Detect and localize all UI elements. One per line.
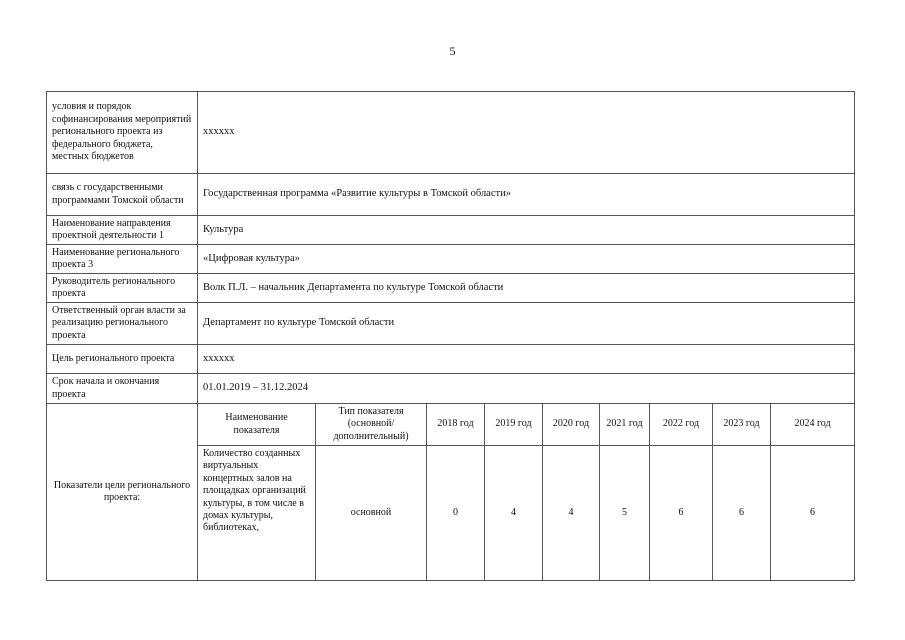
row-label: связь с государственными программами Томской области (47, 174, 198, 216)
row-label: условия и порядок софинансирования мероприятий регионального проекта из федерального бюджета, местных бюджетов (47, 92, 198, 174)
project-passport-table (46, 91, 855, 581)
row-label: Срок начала и окончания проекта (47, 374, 198, 404)
indicator-header-row (47, 404, 855, 446)
row-value: xxxxxx (198, 92, 855, 174)
row-value: 01.01.2019 – 31.12.2024 (198, 374, 855, 404)
indicator-type: основной (316, 446, 427, 581)
year-header: 2021 год (600, 404, 650, 446)
indicator-type-header: Тип показателя (основной/ дополнительный) (316, 404, 427, 446)
year-header: 2023 год (713, 404, 771, 446)
indicator-value: 4 (485, 446, 543, 581)
row-value: Департамент по культуре Томской области (198, 303, 855, 345)
table-row (47, 174, 855, 216)
year-header: 2019 год (485, 404, 543, 446)
table-row (47, 303, 855, 345)
row-label: Руководитель регионального проекта (47, 274, 198, 303)
indicator-value: 4 (543, 446, 600, 581)
indicator-value: 6 (650, 446, 713, 581)
table-row (47, 274, 855, 303)
row-value: Волк П.Л. – начальник Департамента по культуре Томской области (198, 274, 855, 303)
table-row (47, 92, 855, 174)
row-label: Цель регионального проекта (47, 345, 198, 374)
page-number: 5 (449, 44, 456, 58)
row-label: Наименование направления проектной деятельности 1 (47, 216, 198, 245)
indicators-label: Показатели цели регионального проекта: (47, 404, 198, 581)
row-value: Государственная программа «Развитие культуры в Томской области» (198, 174, 855, 216)
table-row (47, 216, 855, 245)
table-row (47, 374, 855, 404)
year-header: 2018 год (427, 404, 485, 446)
table-row (47, 345, 855, 374)
row-label: Ответственный орган власти за реализацию регионального проекта (47, 303, 198, 345)
indicator-value: 6 (771, 446, 855, 581)
year-header: 2022 год (650, 404, 713, 446)
indicator-name: Количество созданных виртуальных концертных залов на площадках организаций культуры, в том числе в домах культуры, библиотеках, (198, 446, 316, 581)
indicator-value: 6 (713, 446, 771, 581)
table-row (47, 245, 855, 274)
row-value: Культура (198, 216, 855, 245)
indicator-value: 5 (600, 446, 650, 581)
row-value: xxxxxx (198, 345, 855, 374)
indicator-value: 0 (427, 446, 485, 581)
row-value: «Цифровая культура» (198, 245, 855, 274)
indicator-name-header: Наименование показателя (198, 404, 316, 446)
year-header: 2020 год (543, 404, 600, 446)
row-label: Наименование регионального проекта 3 (47, 245, 198, 274)
year-header: 2024 год (771, 404, 855, 446)
